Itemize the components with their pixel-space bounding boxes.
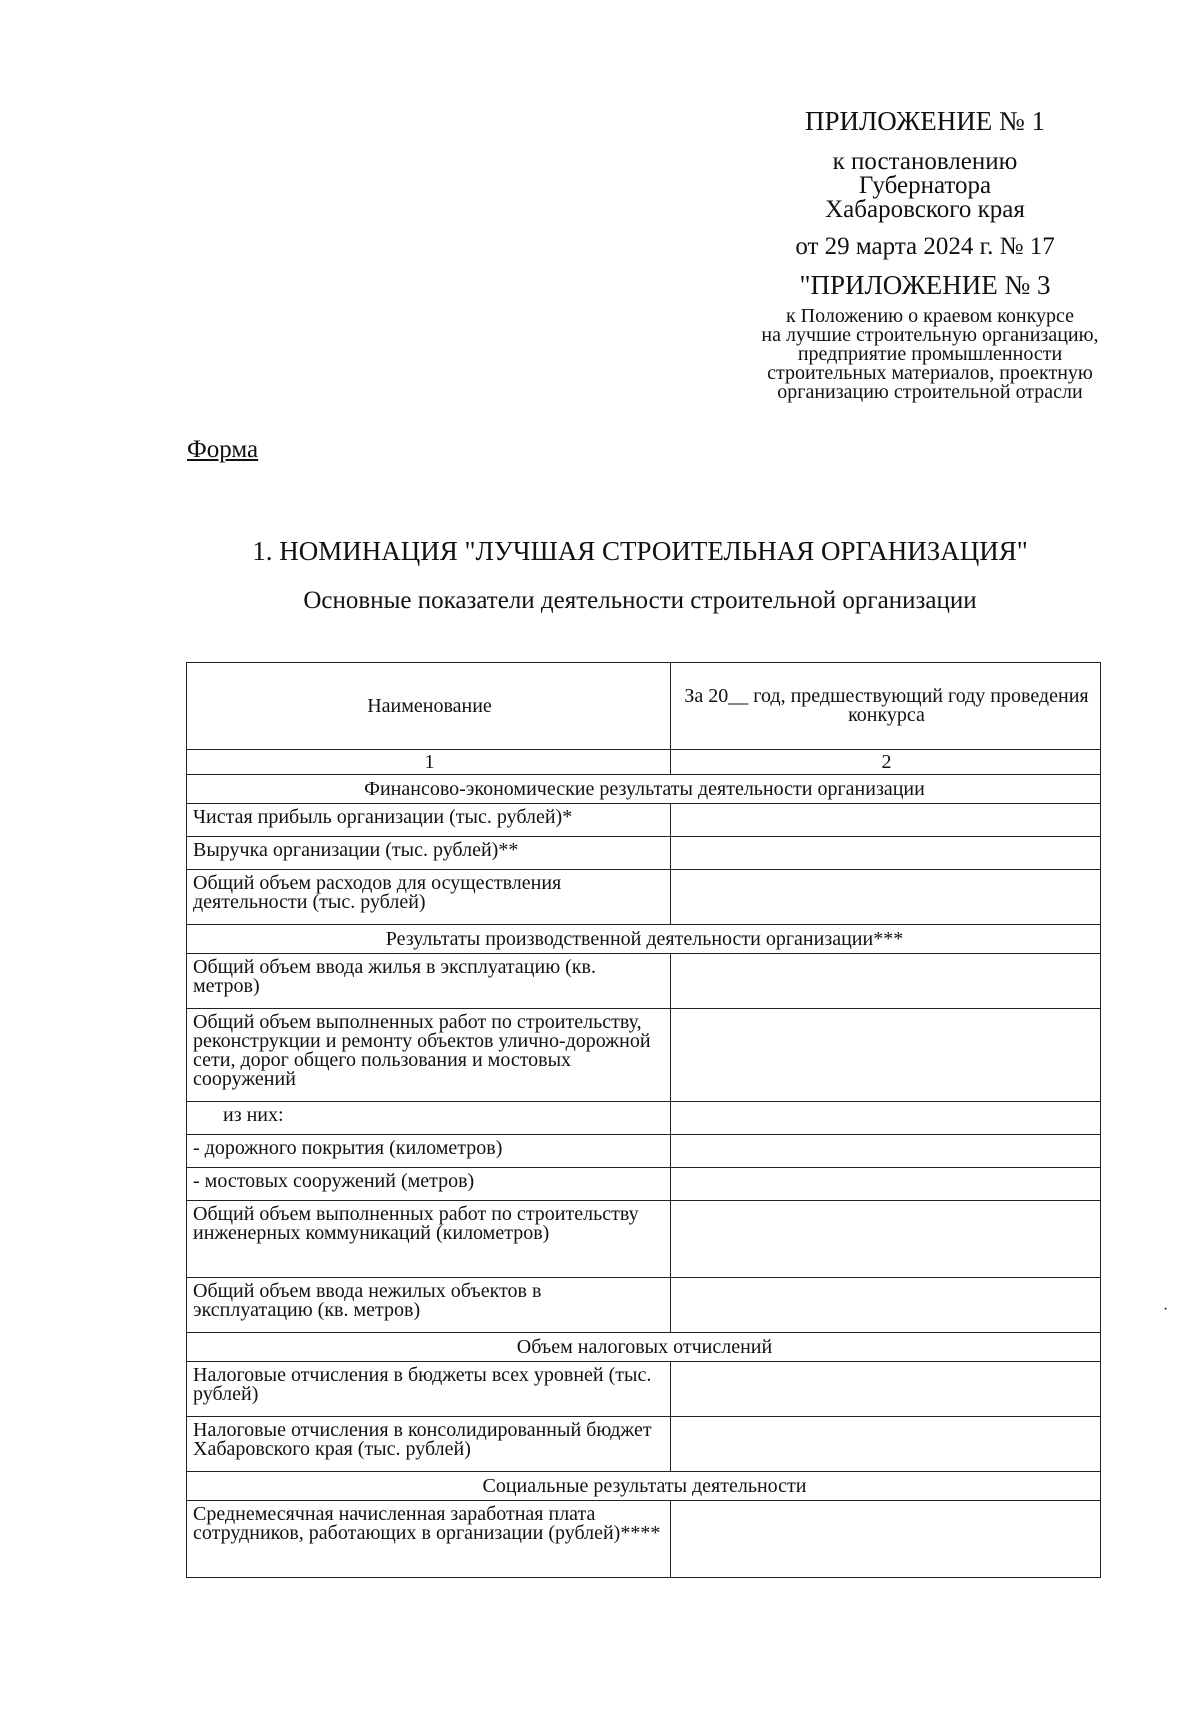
- table-header-row: [187, 663, 1101, 750]
- value-cell[interactable]: [671, 1102, 1101, 1135]
- value-cell[interactable]: [671, 1278, 1101, 1333]
- indicator-label: Налоговые отчисления в консолидированный бюджет Хабаровского края (тыс. рублей): [187, 1417, 671, 1472]
- section-title: Объем налоговых отчислений: [187, 1333, 1101, 1362]
- indicator-label: Чистая прибыль организации (тыс. рублей)*: [187, 804, 671, 837]
- table-row: [187, 1102, 1101, 1135]
- indicator-label: Выручка организации (тыс. рублей)**: [187, 837, 671, 870]
- regulation-line: организацию строительной отрасли: [777, 381, 1083, 403]
- section-title: Финансово-экономические результаты деятельности организации: [187, 775, 1101, 804]
- decree-reference: [720, 150, 1130, 222]
- section-row: [187, 1333, 1101, 1362]
- column-number: 2: [671, 750, 1101, 775]
- value-cell[interactable]: [671, 1501, 1101, 1578]
- value-cell[interactable]: [671, 1362, 1101, 1417]
- regulation-line: к Положению о краевом конкурсе: [785, 305, 1075, 327]
- column-header-name: Наименование: [187, 663, 671, 750]
- table-row: [187, 804, 1101, 837]
- indicator-label: Общий объем ввода нежилых объектов в эксплуатацию (кв. метров): [187, 1278, 671, 1333]
- regulation-line: строительных материалов, проектную: [767, 362, 1093, 384]
- table-row: [187, 837, 1101, 870]
- table-row: [187, 1278, 1101, 1333]
- value-cell[interactable]: [671, 1009, 1101, 1102]
- section-row: [187, 1472, 1101, 1501]
- decree-line: Губернатора: [858, 172, 992, 199]
- indicator-label: Налоговые отчисления в бюджеты всех уровней (тыс. рублей): [187, 1362, 671, 1417]
- indicator-label: - дорожного покрытия (километров): [187, 1135, 671, 1168]
- column-number-row: [187, 750, 1101, 775]
- section-row: [187, 775, 1101, 804]
- scan-speck: ·: [1163, 1301, 1169, 1318]
- column-number: 1: [187, 750, 671, 775]
- nomination-title: 1. НОМИНАЦИЯ "ЛУЧШАЯ СТРОИТЕЛЬНАЯ ОРГАНИЗАЦИЯ": [252, 536, 1028, 566]
- value-cell[interactable]: [671, 1201, 1101, 1278]
- appendix-heading: ПРИЛОЖЕНИЕ № 1: [804, 106, 1046, 136]
- column-header-year: За 20__ год, предшествующий году проведения конкурса: [671, 663, 1101, 750]
- form-label: Форма: [187, 436, 259, 463]
- section-row: [187, 925, 1101, 954]
- value-cell[interactable]: [671, 1168, 1101, 1201]
- regulation-reference: [720, 307, 1140, 402]
- table-row: [187, 1201, 1101, 1278]
- indicator-label: Общий объем ввода жилья в эксплуатацию (кв. метров): [187, 954, 671, 1009]
- table-row: [187, 1009, 1101, 1102]
- value-cell[interactable]: [671, 804, 1101, 837]
- table-row: [187, 1168, 1101, 1201]
- indicator-label: Общий объем выполненных работ по строительству инженерных коммуникаций (километров): [187, 1201, 671, 1278]
- appendix-3-heading: "ПРИЛОЖЕНИЕ № 3: [799, 270, 1051, 300]
- table-row: [187, 1135, 1101, 1168]
- table-row: [187, 870, 1101, 925]
- table-subtitle: Основные показатели деятельности строительной организации: [303, 587, 977, 614]
- indicator-label: Общий объем расходов для осуществления деятельности (тыс. рублей): [187, 870, 671, 925]
- indicator-label: из них:: [187, 1102, 671, 1135]
- table-row: [187, 1362, 1101, 1417]
- table-row: [187, 1501, 1101, 1578]
- value-cell[interactable]: [671, 1417, 1101, 1472]
- indicators-table: [186, 662, 1101, 1578]
- decree-line: Хабаровского края: [825, 196, 1025, 223]
- value-cell[interactable]: [671, 870, 1101, 925]
- indicator-label: Общий объем выполненных работ по строительству, реконструкции и ремонту объектов улично-дорожной сети, дорог общего пользования и мостовых сооружений: [187, 1009, 671, 1102]
- value-cell[interactable]: [671, 837, 1101, 870]
- table-row: [187, 954, 1101, 1009]
- section-title: Социальные результаты деятельности: [187, 1472, 1101, 1501]
- decree-date: от 29 марта 2024 г. № 17: [795, 233, 1055, 260]
- indicator-label: Среднемесячная начисленная заработная плата сотрудников, работающих в организации (рублей)****: [187, 1501, 671, 1578]
- regulation-line: на лучшие строительную организацию,: [761, 324, 1099, 346]
- indicator-label: - мостовых сооружений (метров): [187, 1168, 671, 1201]
- section-title: Результаты производственной деятельности организации***: [187, 925, 1101, 954]
- decree-line: к постановлению: [832, 148, 1018, 175]
- value-cell[interactable]: [671, 1135, 1101, 1168]
- value-cell[interactable]: [671, 954, 1101, 1009]
- regulation-line: предприятие промышленности: [797, 343, 1063, 365]
- table-row: [187, 1417, 1101, 1472]
